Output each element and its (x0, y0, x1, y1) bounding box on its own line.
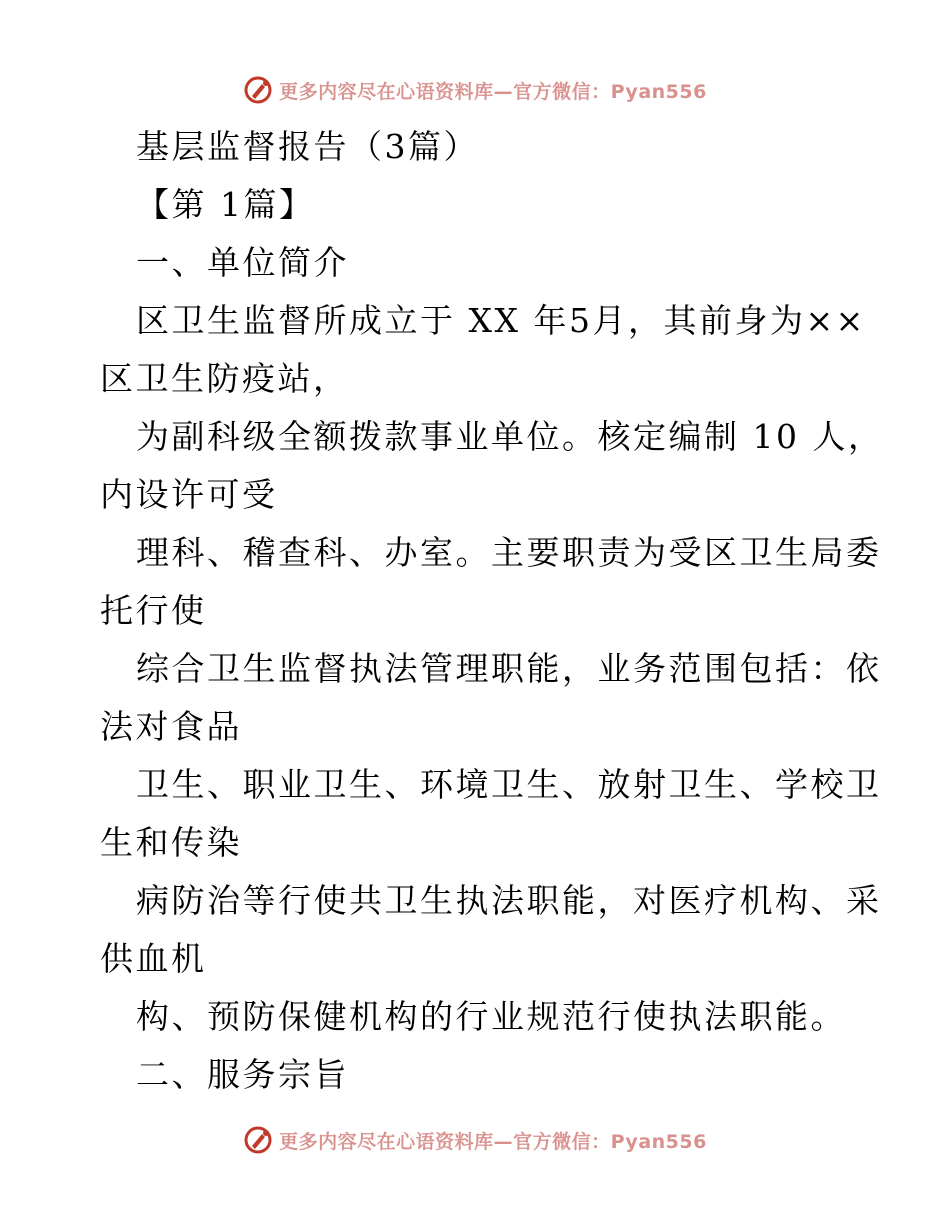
paragraph-line: 法对食品 (100, 707, 242, 746)
paragraph-line: 内设许可受 (100, 475, 278, 514)
paragraph-line: 区卫生防疫站， (100, 359, 349, 398)
paragraph-line: 生和传染 (100, 823, 242, 862)
paragraph-line: 托行使 (100, 591, 207, 630)
watermark-text: 更多内容尽在心语资料库—官方微信：Pyan556 (279, 1130, 707, 1153)
section-heading: 一、单位简介 (136, 243, 349, 282)
pen-logo-icon (243, 75, 273, 105)
paragraph-line: 区卫生监督所成立于 XX 年5月，其前身为×× (136, 301, 866, 340)
paragraph-line: 为副科级全额拨款事业单位。核定编制 10 人， (136, 417, 884, 456)
document-title: 基层监督报告（3篇） (136, 127, 479, 166)
paragraph-line: 供血机 (100, 939, 207, 978)
section-heading: 二、服务宗旨 (136, 1055, 349, 1094)
paragraph-line: 综合卫生监督执法管理职能，业务范围包括：依 (136, 649, 882, 688)
part-heading: 【第 1篇】 (136, 185, 315, 224)
paragraph-line: 病防治等行使共卫生执法职能，对医疗机构、采 (136, 881, 882, 920)
paragraph-line: 理科、稽查科、办室。主要职责为受区卫生局委 (136, 533, 882, 572)
watermark-text: 更多内容尽在心语资料库—官方微信：Pyan556 (279, 80, 707, 103)
paragraph-line: 构、预防保健机构的行业规范行使执法职能。 (136, 997, 846, 1036)
document-body (100, 118, 884, 1104)
header-watermark (0, 70, 950, 110)
pen-logo-icon (243, 1125, 273, 1155)
paragraph-line: 卫生、职业卫生、环境卫生、放射卫生、学校卫 (136, 765, 882, 804)
footer-watermark (0, 1120, 950, 1160)
